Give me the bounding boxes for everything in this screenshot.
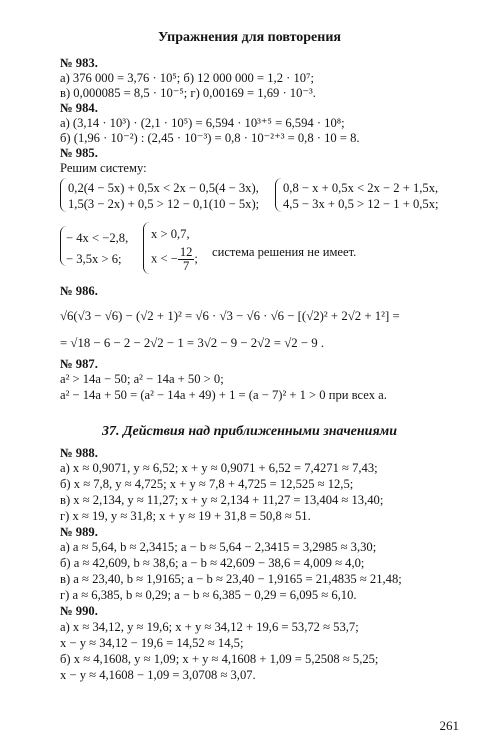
system-equation: 1,5(3 − 2x) + 0,5 > 12 − 0,1(10 − 5x); [68, 197, 260, 211]
fraction [178, 246, 195, 273]
solution-line: б) x ≈ 4,1608, y ≈ 1,09; x + y ≈ 4,1608 + 1,09 = 5,2508 ≈ 5,25; [60, 652, 379, 666]
exercise-number: № 985. [60, 146, 98, 160]
solution-line: г) x ≈ 19, y ≈ 31,8; x + y ≈ 19 + 31,8 = 50,8 ≈ 51. [60, 509, 311, 523]
exercise-number: № 986. [60, 284, 98, 298]
exercise-number: № 987. [60, 357, 98, 371]
fraction-denominator: 7 [182, 259, 190, 273]
system-equation: − 4x < −2,8, [66, 231, 129, 245]
system-equation: 4,5 − 3x + 0,5 > 12 − 1 + 0,5x; [283, 197, 439, 211]
solution-line: б) a ≈ 42,609, b ≈ 38,6; a − b ≈ 42,609 − 38,6 = 4,009 ≈ 4,0; [60, 556, 365, 570]
fraction-numerator: 12 [179, 245, 193, 259]
inequality-suffix: ; [194, 251, 198, 266]
page-number: 261 [439, 718, 459, 733]
system-equation: − 3,5x > 6; [66, 252, 122, 266]
solution-line: б) (1,96 · 10⁻²) : (2,45 · 10⁻³) = 0,8 · 10⁻²⁺³ = 0,8 · 10 = 8. [60, 131, 360, 145]
exercise-number: № 990. [60, 604, 98, 618]
inequality-prefix: x < − [151, 251, 178, 266]
section-heading: 37. Действия над приближенными значениями [101, 424, 398, 439]
solution-line: x − y ≈ 4,1608 − 1,09 = 3,0708 ≈ 3,07. [60, 668, 256, 682]
solution-line: Решим систему: [60, 161, 147, 175]
solution-line: √6(√3 − √6) − (√2 + 1)² = √6 · √3 − √6 · √6 − [(√2)² + 2√2 + 1²] = [60, 309, 400, 323]
solution-line: г) a ≈ 6,385, b ≈ 0,29; a − b ≈ 6,385 − 0,29 = 6,095 ≈ 6,10. [60, 588, 357, 602]
solution-line: a² − 14a + 50 = (a² − 14a + 49) + 1 = (a − 7)² + 1 > 0 при всех a. [60, 388, 387, 402]
solution-line: а) 376 000 = 3,76 · 10⁵; б) 12 000 000 = 1,2 · 10⁷; [60, 71, 314, 85]
solution-line: а) x ≈ 34,12, y ≈ 19,6; x + y ≈ 34,12 + 19,6 = 53,72 ≈ 53,7; [60, 620, 359, 634]
solution-line: б) x ≈ 7,8, y ≈ 4,725; x + y ≈ 7,8 + 4,725 = 12,525 ≈ 12,5; [60, 477, 354, 491]
solution-line: а) x ≈ 0,9071, y ≈ 6,52; x + y ≈ 0,9071 + 6,52 = 7,4271 ≈ 7,43; [60, 461, 378, 475]
solution-line: в) 0,000085 = 8,5 · 10⁻⁵; г) 0,00169 = 1,69 · 10⁻³. [60, 86, 316, 100]
system-equation [151, 246, 198, 273]
solution-line: а) (3,14 · 10³) · (2,1 · 10⁵) = 6,594 · 10³⁺⁵ = 6,594 · 10⁸; [60, 116, 345, 130]
solution-line: а) a ≈ 5,64, b ≈ 2,3415; a − b ≈ 5,64 − 2,3415 = 3,2985 ≈ 3,30; [60, 540, 377, 554]
system-equation: x > 0,7, [151, 227, 190, 241]
solution-line: = √18 − 6 − 2 − 2√2 − 1 = 3√2 − 9 − 2√2 = √2 − 9 . [60, 336, 325, 350]
solution-line: в) x ≈ 2,134, y ≈ 11,27; x + y ≈ 2,134 + 11,27 = 13,404 ≈ 13,40; [60, 493, 384, 507]
solution-line: x − y ≈ 34,12 − 19,6 = 14,52 ≈ 14,5; [60, 636, 244, 650]
page-heading: Упражнения для повторения [158, 30, 341, 45]
solution-line: a² > 14a − 50; a² − 14a + 50 > 0; [60, 372, 224, 386]
exercise-number: № 989. [60, 525, 98, 539]
system-conclusion: система решения не имеет. [212, 245, 357, 259]
exercise-number: № 988. [60, 446, 98, 460]
exercise-number: № 983. [60, 56, 98, 70]
solution-line: в) a ≈ 23,40, b ≈ 1,9165; a − b ≈ 23,40 − 1,9165 = 21,4835 ≈ 21,48; [60, 572, 402, 586]
system-equation: 0,8 − x + 0,5x < 2x − 2 + 1,5x, [283, 181, 439, 195]
system-equation: 0,2(4 − 5x) + 0,5x < 2x − 0,5(4 − 3x), [68, 181, 259, 195]
exercise-number: № 984. [60, 101, 98, 115]
